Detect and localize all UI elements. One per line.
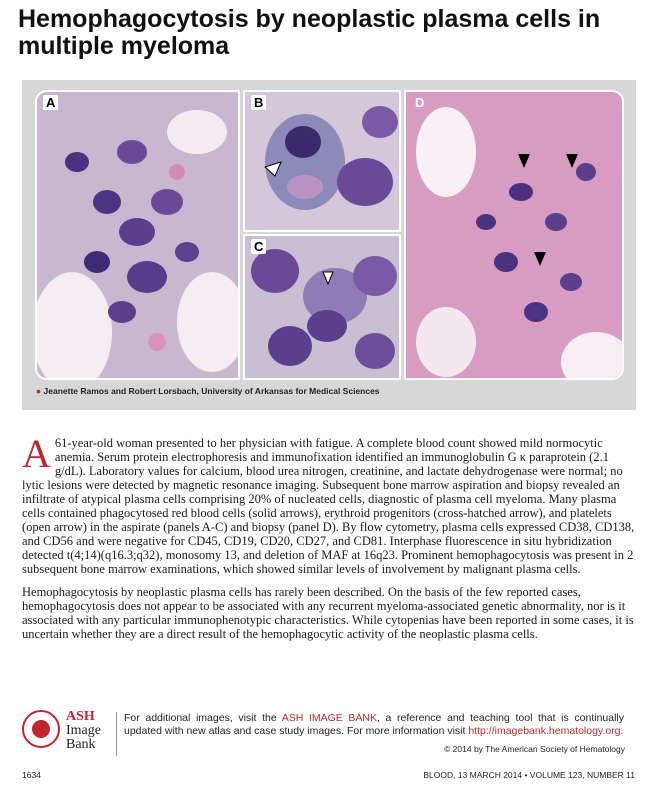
logo-bank: Bank: [66, 737, 96, 752]
micrograph-b: [245, 92, 401, 232]
figure-panel-a: [35, 90, 240, 380]
micrograph-c: [245, 236, 401, 380]
panel-label-b: B: [251, 95, 266, 110]
panel-label-d: D: [415, 95, 425, 110]
copyright: © 2014 by The American Society of Hematology: [444, 744, 625, 754]
figure-panel-c: [243, 234, 401, 380]
panel-label-c: C: [251, 239, 266, 254]
journal-info: BLOOD, 13 MARCH 2014 • VOLUME 123, NUMBER 11: [423, 770, 635, 780]
footer-divider: [116, 712, 117, 756]
drop-cap: A: [22, 431, 51, 476]
article-title: Hemophagocytosis by neoplastic plasma cells in multiple myeloma: [18, 5, 601, 60]
paragraph-1: [22, 431, 636, 576]
logo-image: Image: [66, 723, 101, 738]
logo-ash: ASH: [66, 709, 95, 724]
paragraph-1-text: 61-year-old woman presented to her physician with fatigue. A complete blood count showed mild normocytic anemia. Serum protein electrophoresis and immunofixation identified an immunoglobulin G κ paraprotein (2.1 g/dL). Laboratory values for calcium, blood urea nitrogen, creatinine, and lactate dehydrogenase were normal; no lytic lesions were detected by magnetic resonance imaging. Subsequent bone marrow aspiration and biopsy revealed an infiltrate of atypical plasma cells comprising 20% of nucleated cells, diagnostic of plasma cell myeloma. Many plasma cells contained phagocytosed red blood cells (solid arrows), erythroid progenitors (cross-hatched arrow), and platelets (open arrow) in the aspirate (panels A-C) and biopsy (panel D). By flow cytometry, plasma cells expressed CD38, CD138, and CD56 and were negative for CD45, CD19, CD20, CD27, and CD81. Interphase fluorescence in situ hybridization detected t(4;14)(q16.3;q32), monosomy 13, and deletion of MAF at 16q23. Prominent hemophagocytosis was present in 2 subsequent bone marrow examinations, which showed similar levels of involvement by malignant plasma cells.: [22, 436, 635, 576]
footer-text: For additional images, visit the ASH IMAGE BANK, a reference and teaching tool that is continually updated with new atlas and case study images. For more information visit http://imagebank.hematology.org.: [124, 712, 625, 737]
figure-panel-b: [243, 90, 401, 232]
bullet-icon: ●: [36, 386, 42, 396]
page-number: 1634: [22, 770, 41, 780]
figure-panel-d: [404, 90, 624, 380]
micrograph-d: [406, 92, 624, 380]
figure-credit: [36, 386, 380, 396]
image-bank-link[interactable]: ASH IMAGE BANK: [281, 712, 377, 724]
logo-circle-icon: [22, 710, 60, 748]
ash-image-bank-logo: [22, 710, 114, 760]
article-body: [22, 431, 636, 650]
credit-text: Jeanette Ramos and Robert Lorsbach, University of Arkansas for Medical Sciences: [43, 386, 380, 396]
micrograph-a: [37, 92, 240, 380]
panel-label-a: A: [43, 95, 58, 110]
paragraph-2: Hemophagocytosis by neoplastic plasma cells has rarely been described. On the basis of the few reported cases, hemophagocytosis does not appear to be associated with any recurrent myeloma-associated genetic abnormality, nor is it associated with any particular immunophenotypic characteristics. While cytopenias have been reported in some cases, it is uncertain whether they are a direct result of the hemophagocytic activity of the neoplastic plasma cells.: [22, 585, 634, 641]
image-bank-url[interactable]: http://imagebank.hematology.org.: [468, 725, 624, 737]
